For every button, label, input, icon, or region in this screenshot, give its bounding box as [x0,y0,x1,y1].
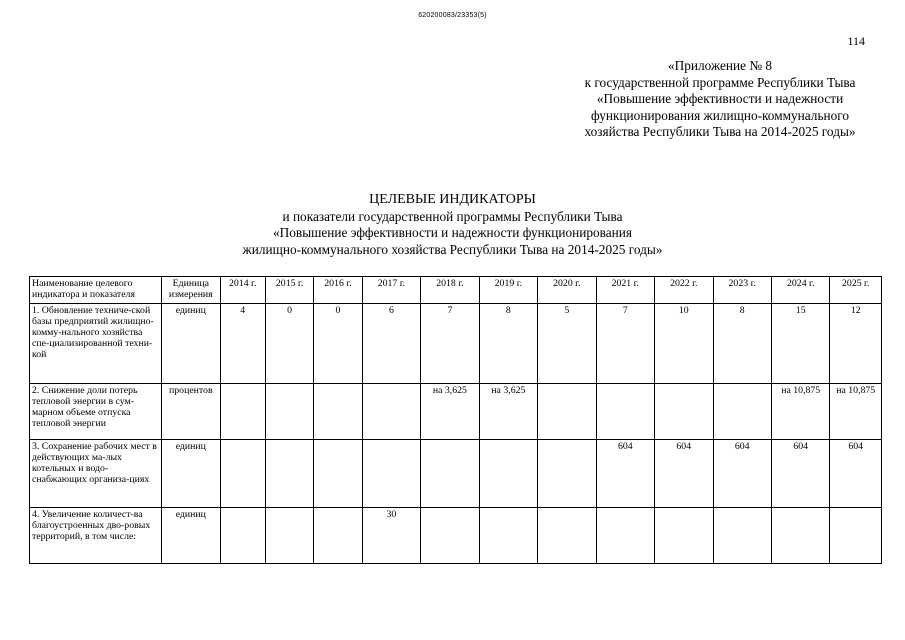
value-cell [421,440,479,508]
appendix-line: хозяйства Республики Тыва на 2014-2025 годы» [584,124,856,139]
value-cell: 8 [479,304,537,384]
value-cell [713,384,771,440]
value-cell [479,508,537,564]
value-cell: 0 [265,304,313,384]
value-cell [713,508,771,564]
unit-cell: единиц [162,508,220,564]
value-cell [265,384,313,440]
indicator-name: 1. Обновление техниче-ской базы предприятий жилищно-комму-нального хозяйства спе-циализированной техни-кой [30,304,162,384]
column-header: 2022 г. [655,277,713,304]
value-cell: 8 [713,304,771,384]
column-header: 2023 г. [713,277,771,304]
unit-cell: единиц [162,440,220,508]
value-cell: 12 [830,304,882,384]
unit-cell: единиц [162,304,220,384]
value-cell: 604 [771,440,829,508]
title-line: «Повышение эффективности и надежности функционирования [273,225,632,240]
value-cell: 15 [771,304,829,384]
table-header-row [30,277,882,304]
title-line: и показатели государственной программы Республики Тыва [282,208,623,224]
value-cell: 604 [655,440,713,508]
value-cell [538,384,596,440]
table-row [30,384,882,440]
column-header: 2021 г. [596,277,654,304]
value-cell: 30 [362,508,420,564]
value-cell [596,384,654,440]
column-header: 2015 г. [265,277,313,304]
value-cell [538,508,596,564]
value-cell [265,508,313,564]
column-header: 2020 г. [538,277,596,304]
page-number: 114 [847,34,865,48]
value-cell [362,440,420,508]
value-cell [771,508,829,564]
appendix-line: к государственной программе Республики Тыва [584,74,856,90]
table-row [30,440,882,508]
column-header: 2017 г. [362,277,420,304]
value-cell: 7 [596,304,654,384]
appendix-header [540,58,900,141]
value-cell: на 3,625 [479,384,537,440]
value-cell: на 3,625 [421,384,479,440]
column-header: 2024 г. [771,277,829,304]
document-title [0,192,905,258]
column-header: 2016 г. [314,277,362,304]
value-cell: 5 [538,304,596,384]
column-header: 2014 г. [220,277,265,304]
value-cell [265,440,313,508]
value-cell [479,440,537,508]
value-cell [596,508,654,564]
appendix-line: «Повышение эффективности и надежности [596,91,844,106]
indicator-name: 3. Сохранение рабочих мест в действующих ма-лых котельных и водо-снабжающих организа-циях [30,440,162,508]
value-cell [655,508,713,564]
column-header: Единица измерения [162,277,220,304]
value-cell: 604 [596,440,654,508]
title-main: ЦЕЛЕВЫЕ ИНДИКАТОРЫ [369,192,536,207]
title-line: жилищно-коммунального хозяйства Республики Тыва на 2014-2025 годы» [242,241,663,257]
table-row [30,304,882,384]
value-cell [314,508,362,564]
value-cell [655,384,713,440]
appendix-line: функционирования жилищно-коммунального [590,107,850,123]
value-cell: 6 [362,304,420,384]
value-cell [421,508,479,564]
column-header: Наименование целевого индикатора и показателя [30,277,162,304]
table-row [30,508,882,564]
value-cell: 7 [421,304,479,384]
value-cell [362,384,420,440]
appendix-line: «Приложение № 8 [668,58,772,73]
value-cell [220,440,265,508]
value-cell [538,440,596,508]
value-cell: 604 [830,440,882,508]
value-cell: 604 [713,440,771,508]
value-cell: на 10,875 [830,384,882,440]
value-cell: на 10,875 [771,384,829,440]
document-id: 620200083/23353(5) [418,12,487,19]
indicators-table [29,276,882,564]
column-header: 2025 г. [830,277,882,304]
column-header: 2018 г. [421,277,479,304]
column-header: 2019 г. [479,277,537,304]
value-cell [830,508,882,564]
value-cell [314,384,362,440]
value-cell: 10 [655,304,713,384]
unit-cell: процентов [162,384,220,440]
value-cell [314,440,362,508]
value-cell: 0 [314,304,362,384]
value-cell [220,384,265,440]
value-cell: 4 [220,304,265,384]
value-cell [220,508,265,564]
indicator-name: 4. Увеличение количест-ва благоустроенных дво-ровых территорий, в том числе: [30,508,162,564]
indicator-name: 2. Снижение доли потерь тепловой энергии в сум-марном объеме отпуска тепловой энергии [30,384,162,440]
